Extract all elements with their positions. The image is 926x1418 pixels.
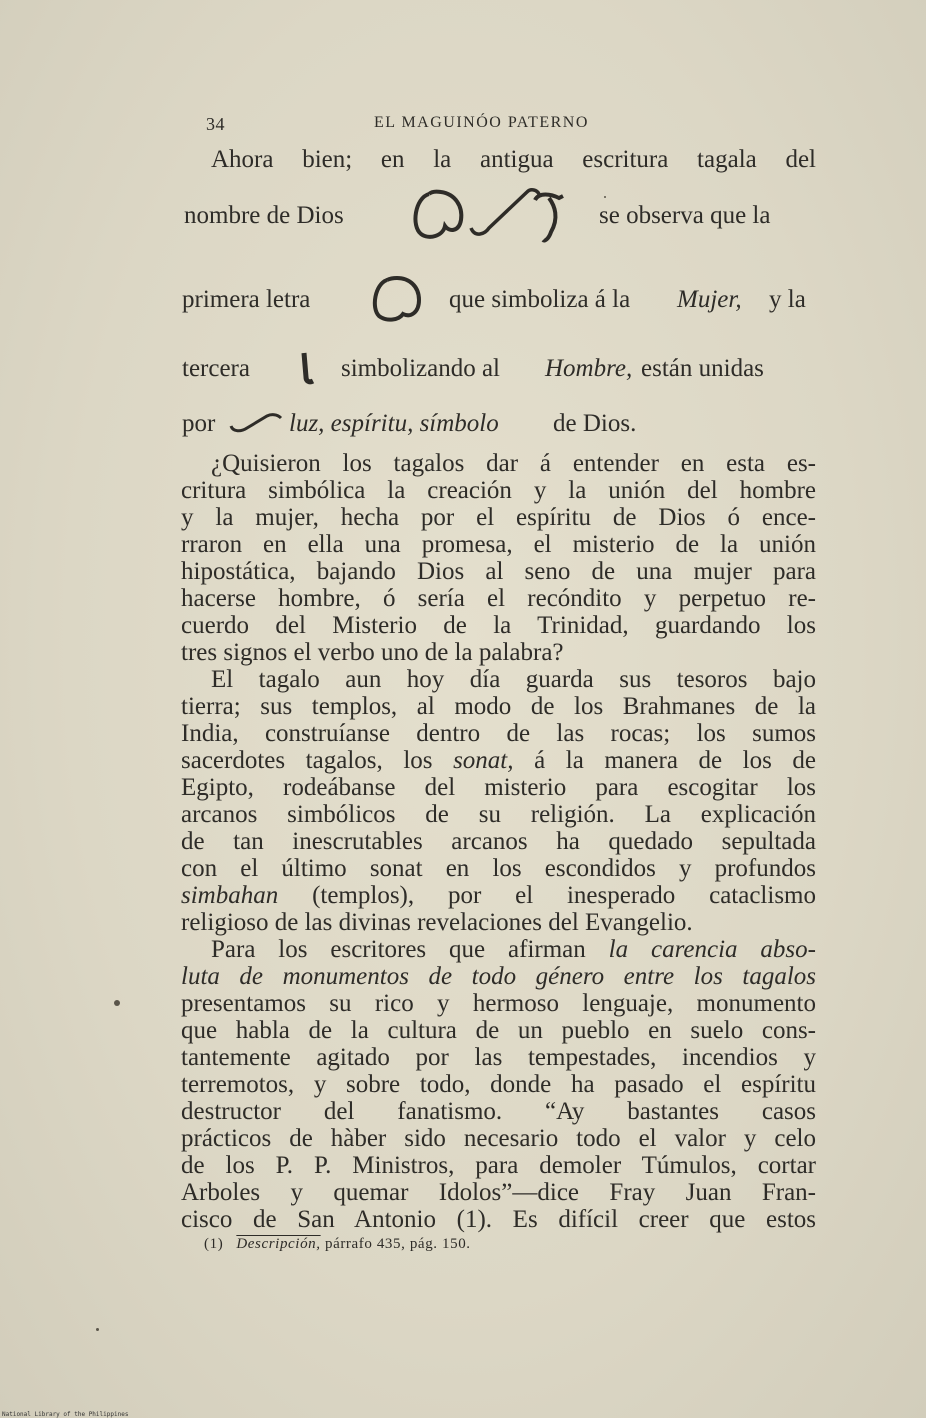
text-line: de los P. P. Ministros, para demoler Túmulos, cortar xyxy=(181,1152,816,1179)
text-line: hacerse hombre, ó sería el recóndito y perpetuo re- xyxy=(181,585,816,612)
text-line: Arboles y quemar Idolos”—dice Fray Juan Fran- xyxy=(181,1179,816,1206)
text-line: de tan inescrutables arcanos ha quedado sepultada xyxy=(181,828,816,855)
tagalog-letter-man-glyph xyxy=(299,351,315,385)
text-fragment-italic: sonat, xyxy=(453,747,514,774)
text-line: rraron en ella una promesa, el misterio de la unión xyxy=(181,531,816,558)
text-line: que habla de la cultura de un pueblo en suelo cons- xyxy=(181,1017,816,1044)
text-fragment: á la manera de los de xyxy=(534,747,817,774)
ink-speck xyxy=(114,1000,120,1006)
text-fragment-italic: luz, espíritu, símbolo xyxy=(289,410,499,437)
ink-speck xyxy=(96,1328,99,1331)
text-fragment-italic: la carencia abso- xyxy=(608,936,816,963)
text-line: India, construíanse dentro de las rocas; los sumos xyxy=(181,720,816,747)
text-fragment: de Dios. xyxy=(553,410,637,437)
text-fragment: que simboliza á la xyxy=(449,286,631,313)
text-fragment-italic: Hombre, xyxy=(545,355,633,382)
tagalog-divine-name-glyphs xyxy=(409,188,569,244)
text-line xyxy=(181,936,816,963)
text-line: religioso de las divinas revelaciones del Evangelio. xyxy=(181,909,693,936)
text-fragment: tercera xyxy=(182,355,250,382)
text-line: tres signos el verbo uno de la palabra? xyxy=(181,639,564,666)
footnote-mark: (1) xyxy=(204,1236,224,1252)
running-title: EL MAGUINÓO PATERNO xyxy=(374,114,589,131)
footnote xyxy=(204,1236,471,1253)
text-line xyxy=(181,882,816,909)
text-line: arcanos simbólicos de su religión. La explicación xyxy=(181,801,816,828)
tagalog-spirit-glyph xyxy=(229,412,283,436)
text-line: tantemente agitado por las tempestades, incendios y xyxy=(181,1044,816,1071)
text-line-italic: luta de monumentos de todo género entre los tagalos xyxy=(181,963,816,990)
text-line: ¿Quisieron los tagalos dar á entender en esta es- xyxy=(211,450,816,477)
text-line: prácticos de hàber sido necesario todo el valor y celo xyxy=(181,1125,816,1152)
text-fragment: simbolizando al xyxy=(341,355,500,382)
text-line: destructor del fanatismo. “Ay bastantes casos xyxy=(181,1098,816,1125)
text-line: critura simbólica la creación y la unión del hombre xyxy=(181,477,816,504)
text-fragment: primera letra xyxy=(182,286,311,313)
text-line-divine-name xyxy=(181,202,817,242)
text-fragment-italic: Mujer, xyxy=(677,286,742,313)
text-line: tierra; sus templos, al modo de los Brahmanes de la xyxy=(181,693,816,720)
text-fragment: nombre de Dios xyxy=(184,202,344,229)
text-line: hipostática, bajando Dios al seno de una mujer para xyxy=(181,558,816,585)
tagalog-letter-woman-glyph xyxy=(369,276,421,324)
text-line: con el último sonat en los escondidos y profundos xyxy=(181,855,816,882)
text-fragment: por xyxy=(182,410,216,437)
text-line: cisco de San Antonio (1). Es difícil creer que estos xyxy=(181,1206,816,1233)
text-line: Egipto, rodeábanse del misterio para escogitar los xyxy=(181,774,816,801)
text-fragment: sacerdotes tagalos, los xyxy=(181,747,433,774)
page-number: 34 xyxy=(206,114,225,134)
text-fragment: (templos), por el inesperado cataclismo xyxy=(312,882,816,909)
page-header xyxy=(0,114,926,138)
text-fragment: Para los escritores que afirman xyxy=(211,936,586,963)
text-fragment-italic: simbahan xyxy=(181,882,279,909)
text-line: Ahora bien; en la antigua escritura tagala del xyxy=(211,146,816,173)
text-fragment: se observa que la xyxy=(599,202,771,229)
text-fragment: están unidas xyxy=(641,355,764,382)
text-line xyxy=(181,355,817,395)
text-line xyxy=(181,747,816,774)
text-line: cuerdo del Misterio de la Trinidad, guardando los xyxy=(181,612,816,639)
text-line: El tagalo aun hoy día guarda sus tesoros bajo xyxy=(211,666,816,693)
ink-speck xyxy=(604,196,606,198)
text-line: presentamos su rico y hermoso lenguaje, monumento xyxy=(181,990,816,1017)
text-line xyxy=(181,410,817,442)
library-credit: National Library of the Philippines xyxy=(2,1411,129,1418)
footnote-text: párrafo 435, pág. 150. xyxy=(324,1236,471,1252)
text-line xyxy=(181,286,817,326)
text-fragment: y la xyxy=(769,286,806,313)
text-line: y la mujer, hecha por el espíritu de Dios ó ence- xyxy=(181,504,816,531)
text-line: terremotos, y sobre todo, donde ha pasado el espíritu xyxy=(181,1071,816,1098)
footnote-title: Descripción, xyxy=(236,1236,321,1252)
